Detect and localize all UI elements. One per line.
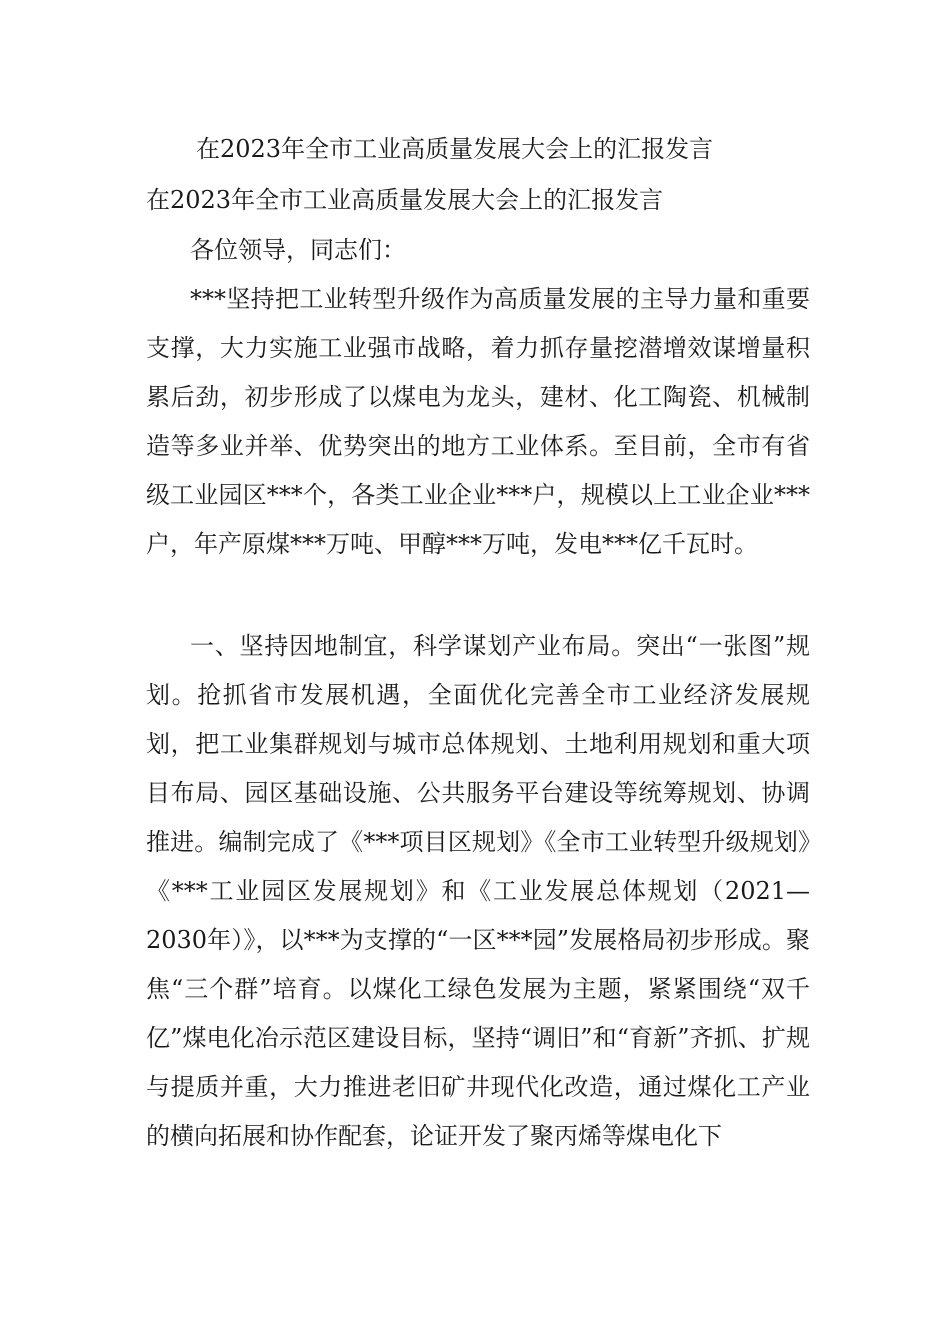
document-title: 在2023年全市工业高质量发展大会上的汇报发言 xyxy=(196,135,714,163)
intro-paragraph: ***坚持把工业转型升级作为高质量发展的主导力量和重要支撑，大力实施工业强市战略，着力抓存量挖潜增效谋增量积累后劲，初步形成了以煤电为龙头，建材、化工陶瓷、机械制造等多业并举、优势突出的地方工业体系。至目前，全市有省级工业园区***个，各类工业企业***户，规模以上工业企业***户，年产原煤***万吨、甲醇***万吨，发电***亿千瓦时。 xyxy=(146,285,810,558)
section-one-paragraph: 一、坚持因地制宜，科学谋划产业布局。突出“一张图”规划。抢抓省市发展机遇，全面优化完善全市工业经济发展规划，把工业集群规划与城市总体规划、土地利用规划和重大项目布局、园区基础设施、公共服务平台建设等统筹规划、协调推进。编制完成了《***项目区规划》《全市工业转型升级规划》《***工业园区发展规划》和《工业发展总体规划（2021—2030年）》，以***为支撑的“一区***园”发展格局初步形成。聚焦“三个群”培育。以煤化工绿色发展为主题，紧紧围绕“双千亿”煤电化冶示范区建设目标，坚持“调旧”和“育新”齐抓、扩规与提质并重，大力推进老旧矿井现代化改造，通过煤化工产业的横向拓展和协作配套，论证开发了聚丙烯等煤电化下 xyxy=(146,632,810,1150)
greeting-line: 各位领导，同志们： xyxy=(190,236,406,264)
document-subtitle: 在2023年全市工业高质量发展大会上的汇报发言 xyxy=(146,186,664,214)
